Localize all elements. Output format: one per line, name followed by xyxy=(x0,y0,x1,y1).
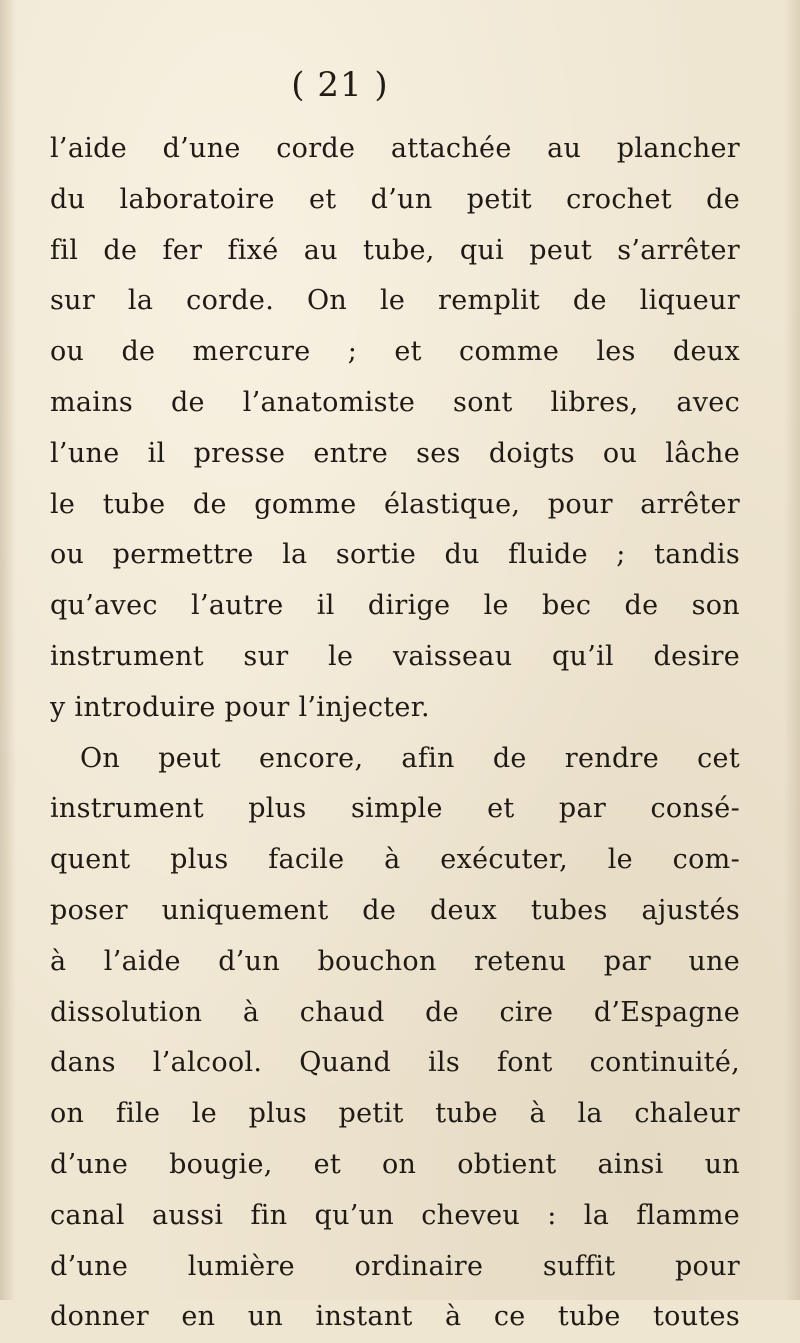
text-line: mains de l’anatomiste sont libres, avec xyxy=(50,386,740,418)
text-line: dans l’alcool. Quand ils font continuité, xyxy=(50,1047,740,1079)
text-line: du laboratoire et d’un petit crochet de xyxy=(50,183,740,215)
text-line: l’une il presse entre ses doigts ou lâche xyxy=(50,437,740,469)
text-line: on file le plus petit tube à la chaleur xyxy=(50,1098,740,1130)
text-line: poser uniquement de deux tubes ajustés xyxy=(50,894,740,926)
text-line: canal aussi fin qu’un cheveu : la flamme xyxy=(50,1199,740,1231)
text-line: dissolution à chaud de cire d’Espagne xyxy=(50,996,740,1028)
text-line: sur la corde. On le remplit de liqueur xyxy=(50,285,740,317)
text-line: d’une lumière ordinaire suffit pour xyxy=(50,1250,740,1282)
page-edge-left xyxy=(0,0,16,1300)
text-line: qu’avec l’autre il dirige le bec de son xyxy=(50,590,740,622)
text-line: quent plus facile à exécuter, le com- xyxy=(50,844,740,876)
page-edge-right xyxy=(784,0,800,1300)
text-line: donner en un instant à ce tube toutes xyxy=(50,1301,740,1333)
text-line: instrument sur le vaisseau qu’il desire xyxy=(50,640,740,672)
text-line: instrument plus simple et par consé- xyxy=(50,793,740,825)
text-line: fil de fer fixé au tube, qui peut s’arrêter xyxy=(50,234,740,266)
text-line: le tube de gomme élastique, pour arrêter xyxy=(50,488,740,520)
text-line-paragraph-start: On peut encore, afin de rendre cet xyxy=(80,742,740,774)
text-line: l’aide d’une corde attachée au plancher xyxy=(50,133,740,164)
text-line-paragraph-end: y introduire pour l’injecter. xyxy=(50,691,430,723)
text-line: d’une bougie, et on obtient ainsi un xyxy=(50,1148,740,1180)
text-line: ou de mercure ; et comme les deux xyxy=(50,336,740,368)
page-number: ( 21 ) xyxy=(291,65,389,105)
body-text xyxy=(50,124,740,1343)
text-line: à l’aide d’un bouchon retenu par une xyxy=(50,945,740,977)
text-line: ou permettre la sortie du fluide ; tandis xyxy=(50,539,740,571)
